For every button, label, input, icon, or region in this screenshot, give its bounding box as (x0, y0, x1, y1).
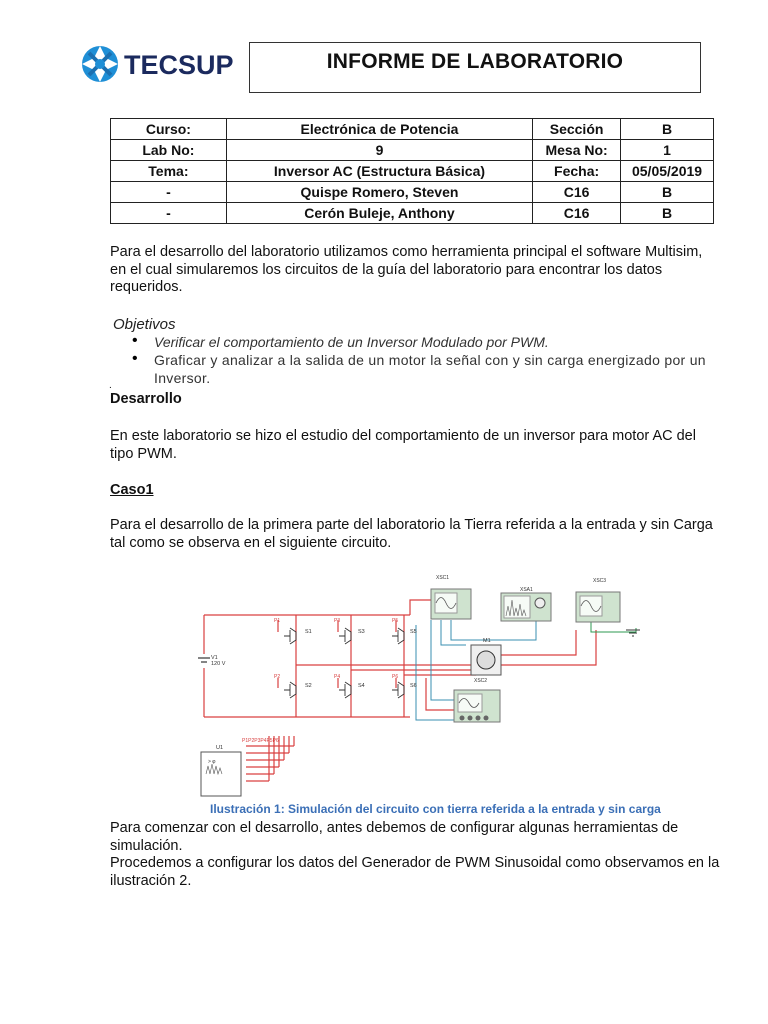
pulse-label: P3 (334, 618, 341, 624)
tecsup-logo (80, 41, 245, 87)
pulse-label: P5 (392, 618, 399, 624)
closing-paragraph-2: Procedemos a configurar los datos del Generador de PWM Sinusoidal como observamos en la ilustración 2. (110, 855, 720, 889)
table-cell: Cerón Buleje, Anthony (226, 203, 532, 224)
source-v1 (198, 654, 226, 668)
table-cell: Lab No: (111, 140, 227, 161)
figure-caption: Ilustración 1: Simulación del circuito con tierra referida a la entrada y sin carga (210, 802, 661, 816)
source-v1-label: V1 (211, 655, 218, 661)
table-row (111, 182, 714, 203)
table-cell: Fecha: (533, 161, 621, 182)
pulse-label: P6 (392, 674, 399, 680)
table-cell: Tema: (111, 161, 227, 182)
table-cell: C16 (533, 203, 621, 224)
stray-dot: . (109, 380, 112, 391)
caso1-paragraph: Para el desarrollo de la primera parte del laboratorio la Tierra referida a la entrada y sin Carga tal como se observa en el siguiente circuito. (110, 517, 713, 551)
xsa1-label: XSA1 (520, 587, 533, 593)
oscilloscope-xsc3 (576, 578, 620, 622)
switch-label: S5 (410, 629, 417, 635)
table-cell: C16 (533, 182, 621, 203)
switch-label: S4 (358, 683, 365, 689)
info-table (110, 118, 714, 224)
xsc3-label: XSC3 (593, 578, 607, 584)
objectives-title: Objetivos (113, 316, 176, 333)
objectives-list (132, 333, 712, 387)
closing-paragraph-1: Para comenzar con el desarrollo, antes debemos de configurar algunas herramientas de simulación. (110, 820, 679, 854)
tecsup-logo-mark (80, 41, 245, 87)
pwm-bus-label: P1P2P3P4P5P6 (242, 738, 279, 744)
switch-label: S2 (305, 683, 312, 689)
pulse-label: P1 (274, 618, 281, 624)
table-cell: Quispe Romero, Steven (226, 182, 532, 203)
section-heading-desarrollo: Desarrollo (110, 391, 182, 407)
oscilloscope-xsc2 (454, 690, 500, 722)
table-cell: 1 (621, 140, 714, 161)
table-cell: 05/05/2019 (621, 161, 714, 182)
table-cell: Electrónica de Potencia (226, 119, 532, 140)
switch-label: S6 (410, 683, 417, 689)
table-cell: - (111, 203, 227, 224)
u1-label: U1 (216, 745, 224, 751)
oscilloscope-xsc1 (431, 575, 471, 619)
report-title-box (249, 42, 701, 93)
xsc2-label: XSC2 (474, 678, 488, 684)
source-v1-value: 120 V (211, 661, 226, 667)
table-row (111, 119, 714, 140)
table-cell: - (111, 182, 227, 203)
table-row (111, 140, 714, 161)
pulse-label: P4 (334, 674, 341, 680)
desarrollo-paragraph: En este laboratorio se hizo el estudio del comportamiento de un inversor para motor AC del tipo PWM. (110, 428, 696, 462)
logo-text: TECSUP (124, 50, 234, 80)
pwm-generator-u1 (201, 745, 241, 796)
circuit-schematic (196, 570, 656, 802)
m1-label: M1 (483, 638, 491, 644)
intro-paragraph: Para el desarrollo del laboratorio utilizamos como herramienta principal el software Multisim, en el cual simularemos los circuitos de la guía del laboratorio para encontrar los datos requeridos. (110, 244, 703, 295)
table-row (111, 203, 714, 224)
spectrum-analyzer-xsa1 (501, 587, 551, 621)
xsc1-label: XSC1 (436, 575, 450, 581)
switch-group (284, 628, 404, 698)
table-cell: Mesa No: (533, 140, 621, 161)
table-cell: B (621, 182, 714, 203)
table-cell: 9 (226, 140, 532, 161)
table-row (111, 161, 714, 182)
report-title: INFORME DE LABORATORIO (326, 49, 624, 73)
section-heading-caso1: Caso1 (110, 482, 154, 498)
table-cell: Curso: (111, 119, 227, 140)
table-cell: B (621, 203, 714, 224)
table-cell: B (621, 119, 714, 140)
table-cell: Sección (533, 119, 621, 140)
switch-label: S3 (358, 629, 365, 635)
objective-item: • Graficar y analizar a la salida de un motor la señal con y sin carga energizado por un Inversor. (132, 351, 712, 387)
switch-label: S1 (305, 629, 312, 635)
svg-text:> φ: > φ (208, 759, 216, 765)
objective-item: • Verificar el comportamiento de un Inversor Modulado por PWM. (132, 333, 712, 351)
motor-m1 (471, 638, 501, 684)
pulse-label: P2 (274, 674, 281, 680)
table-cell: Inversor AC (Estructura Básica) (226, 161, 532, 182)
